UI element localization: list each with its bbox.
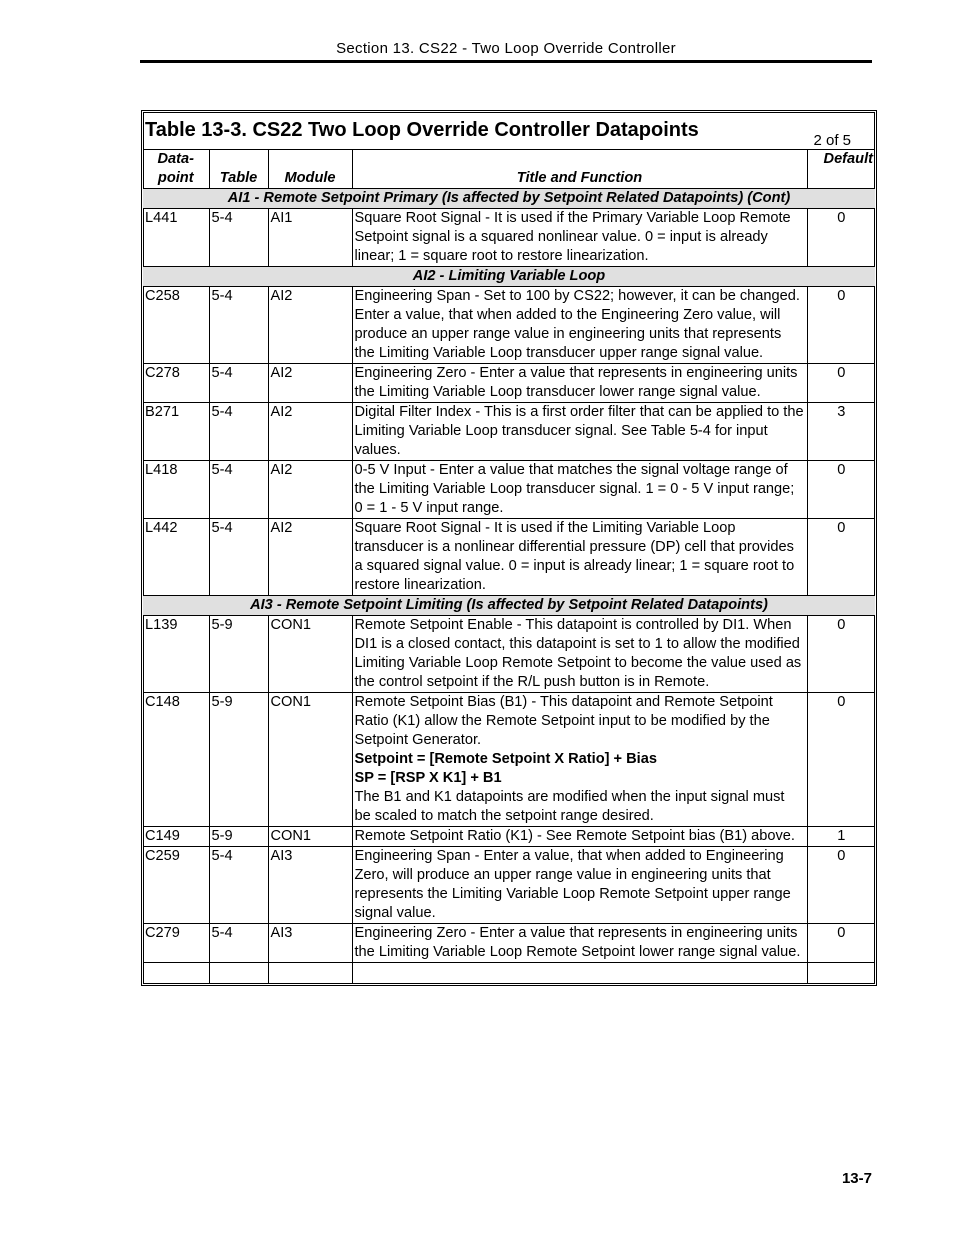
title-function-cell bbox=[352, 209, 807, 267]
function-description: Square Root Signal - It is used if the Primary Variable Loop Remote Setpoint signal is a squared nonlinear value. 0 = input is already linear; 1 = square root to restore linearization. bbox=[354, 210, 791, 264]
table-row bbox=[143, 924, 875, 963]
section-heading-row bbox=[143, 596, 875, 616]
column-header-datapoint-label: Data- point bbox=[157, 151, 194, 186]
title-function-cell bbox=[352, 364, 807, 403]
table-row bbox=[143, 461, 875, 519]
spacer-cell bbox=[268, 963, 352, 984]
function-description: Remote Setpoint Ratio (K1) - See Remote Setpoint bias (B1) above. bbox=[354, 828, 795, 844]
page-header: Section 13. CS22 - Two Loop Override Controller bbox=[336, 40, 676, 57]
section-heading: AI2 - Limiting Variable Loop bbox=[143, 267, 875, 287]
table-ref-cell: 5-4 bbox=[209, 461, 268, 519]
spacer-cell bbox=[352, 963, 807, 984]
table-title-row bbox=[143, 113, 875, 150]
datapoint-cell: C259 bbox=[143, 847, 209, 924]
setpoint-formula: SP = [RSP X K1] + B1 bbox=[354, 770, 502, 786]
table-ref-cell: 5-4 bbox=[209, 403, 268, 461]
table-ref-cell: 5-4 bbox=[209, 209, 268, 267]
datapoint-cell: C149 bbox=[143, 827, 209, 847]
table-ref-cell: 5-9 bbox=[209, 616, 268, 693]
default-cell: 3 bbox=[807, 403, 875, 461]
setpoint-formula: Setpoint = [Remote Setpoint X Ratio] + Bias bbox=[354, 751, 657, 767]
table-row bbox=[143, 616, 875, 693]
header-rule bbox=[140, 60, 872, 63]
default-cell: 0 bbox=[807, 847, 875, 924]
datapoint-cell: C279 bbox=[143, 924, 209, 963]
function-description: Engineering Zero - Enter a value that represents in engineering units the Limiting Variable Loop Remote Setpoint lower range signal value. bbox=[354, 925, 801, 960]
column-header-row bbox=[143, 150, 875, 189]
module-cell: AI1 bbox=[268, 209, 352, 267]
table-ref-cell: 5-4 bbox=[209, 364, 268, 403]
module-cell: AI3 bbox=[268, 924, 352, 963]
title-function-cell bbox=[352, 616, 807, 693]
module-cell: AI2 bbox=[268, 461, 352, 519]
title-function-cell bbox=[352, 403, 807, 461]
table-ref-cell: 5-4 bbox=[209, 847, 268, 924]
datapoint-cell: L441 bbox=[143, 209, 209, 267]
table-row bbox=[143, 209, 875, 267]
default-cell: 0 bbox=[807, 924, 875, 963]
table-ref-cell: 5-9 bbox=[209, 693, 268, 827]
column-header-datapoint bbox=[143, 150, 209, 189]
table-row bbox=[143, 827, 875, 847]
title-function-cell bbox=[352, 461, 807, 519]
datapoints-table bbox=[143, 113, 875, 983]
module-cell: AI2 bbox=[268, 519, 352, 596]
function-description: Engineering Zero - Enter a value that represents in engineering units the Limiting Variable Loop transducer lower range signal value. bbox=[354, 365, 798, 400]
table-row bbox=[143, 403, 875, 461]
section-heading-row bbox=[143, 267, 875, 287]
table-ref-cell: 5-4 bbox=[209, 924, 268, 963]
module-cell: AI2 bbox=[268, 403, 352, 461]
default-cell: 0 bbox=[807, 364, 875, 403]
datapoint-cell: L418 bbox=[143, 461, 209, 519]
title-function-cell bbox=[352, 924, 807, 963]
section-heading: AI1 - Remote Setpoint Primary (Is affected by Setpoint Related Datapoints) (Cont) bbox=[143, 189, 875, 209]
module-cell: CON1 bbox=[268, 827, 352, 847]
function-description: Engineering Span - Set to 100 by CS22; however, it can be changed. Enter a value, that when added to the Engineering Zero value, will produce an upper range value in engineering units that represents the Limiting Variable Loop transducer upper range signal value. bbox=[354, 288, 800, 361]
column-header-default: Default bbox=[807, 150, 875, 189]
function-description: Remote Setpoint Bias (B1) - This datapoint and Remote Setpoint Ratio (K1) allow the Remote Setpoint input to be modified by the Setpoint Generator. bbox=[354, 694, 773, 748]
table-row bbox=[143, 847, 875, 924]
function-description: Square Root Signal - It is used if the Limiting Variable Loop transducer is a nonlinear differential pressure (DP) cell that provides a squared signal value. 0 = input is already linear; 1 = square root to restore linearization. bbox=[354, 520, 795, 593]
table-row bbox=[143, 287, 875, 364]
title-function-cell bbox=[352, 693, 807, 827]
module-cell: CON1 bbox=[268, 616, 352, 693]
table-ref-cell: 5-4 bbox=[209, 287, 268, 364]
table-row bbox=[143, 519, 875, 596]
spacer-cell bbox=[209, 963, 268, 984]
function-description: 0-5 V Input - Enter a value that matches the signal voltage range of the Limiting Variable Loop transducer signal. 1 = 0 - 5 V input range; 0 = 1 - 5 V input range. bbox=[354, 462, 795, 516]
section-heading: AI3 - Remote Setpoint Limiting (Is affected by Setpoint Related Datapoints) bbox=[143, 596, 875, 616]
table-tail-spacer bbox=[143, 963, 875, 984]
datapoint-cell: L139 bbox=[143, 616, 209, 693]
title-function-cell bbox=[352, 827, 807, 847]
spacer-cell bbox=[143, 963, 209, 984]
datapoint-cell: C278 bbox=[143, 364, 209, 403]
page-number: 13-7 bbox=[841, 1170, 872, 1187]
datapoint-cell: B271 bbox=[143, 403, 209, 461]
module-cell: AI2 bbox=[268, 364, 352, 403]
table-page-indicator: 2 of 5 bbox=[813, 132, 851, 149]
column-header-title-function: Title and Function bbox=[352, 150, 807, 189]
datapoint-cell: C258 bbox=[143, 287, 209, 364]
spacer-cell bbox=[807, 963, 875, 984]
function-description: Digital Filter Index - This is a first order filter that can be applied to the Limiting Variable Loop transducer signal. See Table 5-4 for input values. bbox=[354, 404, 804, 458]
function-description: Remote Setpoint Enable - This datapoint is controlled by DI1. When DI1 is a closed contact, this datapoint is set to 1 to allow the modified Limiting Variable Loop Remote Setpoint to become the value used as the control setpoint if the R/L push button is in Remote. bbox=[354, 617, 802, 690]
title-function-cell bbox=[352, 847, 807, 924]
datapoint-cell: L442 bbox=[143, 519, 209, 596]
default-cell: 0 bbox=[807, 519, 875, 596]
column-header-table: Table bbox=[209, 150, 268, 189]
default-cell: 1 bbox=[807, 827, 875, 847]
section-heading-row bbox=[143, 189, 875, 209]
table-ref-cell: 5-9 bbox=[209, 827, 268, 847]
default-cell: 0 bbox=[807, 209, 875, 267]
function-note: The B1 and K1 datapoints are modified when the input signal must be scaled to match the setpoint range desired. bbox=[354, 789, 785, 824]
table-ref-cell: 5-4 bbox=[209, 519, 268, 596]
title-function-cell bbox=[352, 287, 807, 364]
table-row bbox=[143, 693, 875, 827]
module-cell: CON1 bbox=[268, 693, 352, 827]
table-title: Table 13-3. CS22 Two Loop Override Controller Datapoints bbox=[145, 119, 699, 141]
function-description: Engineering Span - Enter a value, that when added to Engineering Zero, will produce an upper range value in engineering units that represents the Limiting Variable Loop Remote Setpoint upper range signal value. bbox=[354, 848, 791, 921]
module-cell: AI2 bbox=[268, 287, 352, 364]
table-row bbox=[143, 364, 875, 403]
default-cell: 0 bbox=[807, 461, 875, 519]
datapoint-cell: C148 bbox=[143, 693, 209, 827]
module-cell: AI3 bbox=[268, 847, 352, 924]
title-function-cell bbox=[352, 519, 807, 596]
column-header-module: Module bbox=[268, 150, 352, 189]
default-cell: 0 bbox=[807, 693, 875, 827]
default-cell: 0 bbox=[807, 287, 875, 364]
default-cell: 0 bbox=[807, 616, 875, 693]
